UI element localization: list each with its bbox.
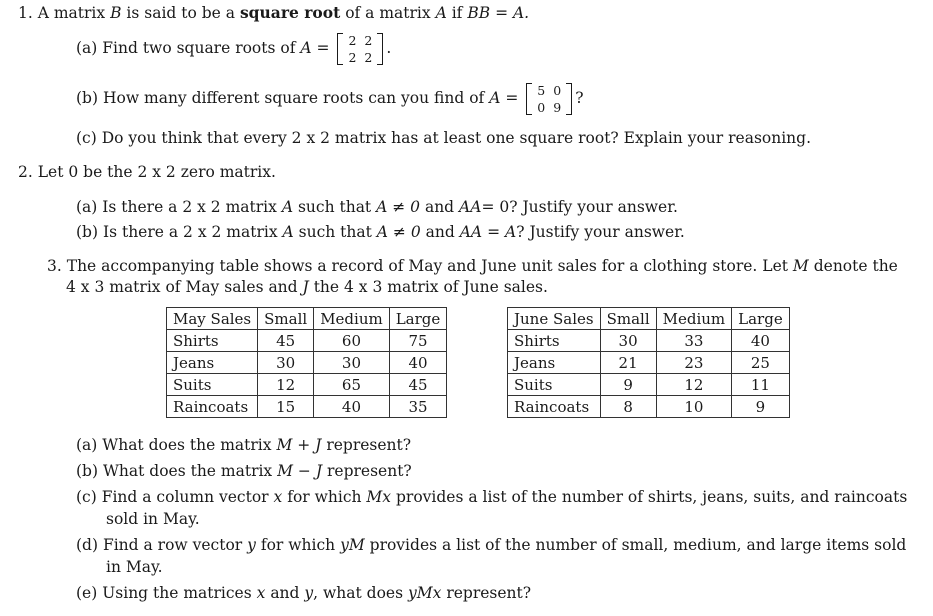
table-cell: 30 <box>314 352 390 374</box>
text-span: (a) <box>76 39 98 57</box>
table-cell: Medium <box>656 308 732 330</box>
q3a <box>76 435 411 455</box>
table-cell: 0 <box>553 83 562 98</box>
table-row <box>167 374 447 396</box>
matrix-2222 <box>337 32 383 66</box>
text-span: yM <box>340 536 365 554</box>
text-span: provides a list of the number of shirts, jeans, suits, and raincoats <box>395 488 908 506</box>
table-cell: Suits <box>167 374 258 396</box>
table-cell: 5 <box>537 83 546 98</box>
text-span: represent? <box>446 584 532 602</box>
text-span: = <box>487 223 501 241</box>
table-cell: Raincoats <box>508 396 601 418</box>
table-row <box>508 374 790 396</box>
table-cell: Small <box>600 308 656 330</box>
text-span: (c) <box>76 129 97 147</box>
text-span: 4 x 3 matrix of May sales and <box>66 278 298 296</box>
may-sales-table <box>166 307 447 418</box>
table-cell: June Sales <box>508 308 601 330</box>
text-span: of a matrix <box>345 4 431 22</box>
table-cell: 23 <box>656 352 732 374</box>
text-span: x <box>256 584 266 602</box>
square-root-term: square root <box>239 3 341 22</box>
text-span: (a) <box>76 198 98 216</box>
table-cell: 11 <box>732 374 790 396</box>
table-row <box>167 352 447 374</box>
text-span: A matrix <box>37 4 106 22</box>
table-header-row <box>508 308 790 330</box>
text-span: yMx <box>408 584 442 602</box>
table-row <box>167 330 447 352</box>
table-cell: Shirts <box>167 330 258 352</box>
text-span: (b) <box>76 89 99 107</box>
table-cell: 2 <box>364 50 373 65</box>
table-cell: 30 <box>258 352 314 374</box>
table-cell: 21 <box>600 352 656 374</box>
text-span: A <box>505 223 517 241</box>
table-cell: 40 <box>314 396 390 418</box>
table-cell: 9 <box>553 100 562 115</box>
text-span: The accompanying table shows a record of May and June unit sales for a clothing store. Let <box>66 257 788 275</box>
text-span: Using the matrices <box>102 584 252 602</box>
q3d <box>76 535 906 555</box>
text-span: = 0? Justify your answer. <box>481 198 678 216</box>
table-cell: 75 <box>389 330 447 352</box>
text-span: x <box>273 488 283 506</box>
text-span: for which <box>260 536 336 554</box>
text-span: and <box>424 198 455 216</box>
table-cell: 35 <box>389 396 447 418</box>
table-cell: Suits <box>508 374 601 396</box>
text-span: Find a column vector <box>101 488 269 506</box>
table-header-row <box>167 308 447 330</box>
text-span: 2. <box>18 163 33 181</box>
text-span: provides a list of the number of small, medium, and large items sold <box>369 536 907 554</box>
text-span: M <box>792 257 809 275</box>
text-span: ? Justify your answer. <box>516 223 685 241</box>
text-span: A <box>281 198 294 216</box>
text-span: 3. <box>47 257 62 275</box>
q3e <box>76 583 531 603</box>
table-cell: 65 <box>314 374 390 396</box>
text-span: is said to be a <box>126 4 235 22</box>
table-cell: May Sales <box>167 308 258 330</box>
text-span: BB <box>467 4 491 22</box>
q1b <box>76 82 584 116</box>
text-span: = A. <box>495 4 530 22</box>
table-row <box>167 396 447 418</box>
table-cell: 60 <box>314 330 390 352</box>
text-span: What does the matrix <box>102 462 273 480</box>
table-cell: Jeans <box>508 352 601 374</box>
table-cell: 12 <box>258 374 314 396</box>
q2b <box>76 222 685 242</box>
q3c <box>76 487 907 507</box>
text-span: y <box>247 536 256 554</box>
text-span: y <box>304 584 314 602</box>
q2-stem <box>18 162 276 182</box>
text-span: represent? <box>326 436 412 454</box>
text-span: A <box>489 89 501 107</box>
text-span: = <box>316 39 330 57</box>
q1-number: 1. <box>18 4 33 22</box>
q3-stem-line2 <box>66 277 548 297</box>
text-span: Find a row vector <box>102 536 243 554</box>
table-cell: 2 <box>364 33 373 48</box>
q3d-line2 <box>106 557 163 577</box>
text-span: if <box>451 4 463 22</box>
text-span: A <box>300 39 312 57</box>
text-span: Is there a 2 x 2 matrix <box>102 198 277 216</box>
text-span: denote the <box>813 257 898 275</box>
table-cell: Large <box>389 308 447 330</box>
text-span: Do you think that every 2 x 2 matrix has at least one square root? Explain your reasoning. <box>101 129 812 147</box>
table-cell: 12 <box>656 374 732 396</box>
text-span: (b) <box>76 223 99 241</box>
text-span: sold in May. <box>106 510 200 528</box>
text-span: = <box>505 89 519 107</box>
text-span: (d) <box>76 536 99 554</box>
text-span: in May. <box>106 558 163 576</box>
table-cell: 0 <box>537 100 546 115</box>
table-cell: Jeans <box>167 352 258 374</box>
text-span: B <box>110 4 122 22</box>
q3b <box>76 461 412 481</box>
table-cell: 45 <box>258 330 314 352</box>
matrix-5009 <box>526 82 572 116</box>
text-span: and <box>425 223 455 241</box>
text-span: What does the matrix <box>102 436 272 454</box>
table-cell: 9 <box>732 396 790 418</box>
text-span: A <box>435 4 447 22</box>
table-cell: 30 <box>600 330 656 352</box>
text-span: M + J <box>276 436 322 454</box>
q1-stem <box>18 3 529 23</box>
text-span: represent? <box>327 462 412 480</box>
text-span: J <box>302 278 309 296</box>
table-cell: 40 <box>389 352 447 374</box>
text-span: ? <box>575 89 584 107</box>
table-cell: 25 <box>732 352 790 374</box>
text-span: How many different square roots can you find of <box>102 89 485 107</box>
table-cell: 10 <box>656 396 732 418</box>
text-span: AA <box>459 223 483 241</box>
table-cell: 9 <box>600 374 656 396</box>
text-span: Find two square roots of <box>102 39 296 57</box>
table-cell: Shirts <box>508 330 601 352</box>
table-cell: Small <box>258 308 314 330</box>
table-cell: Raincoats <box>167 396 258 418</box>
table-cell: Large <box>732 308 790 330</box>
text-span: A <box>282 223 294 241</box>
table-row <box>508 352 790 374</box>
text-span: . <box>386 39 392 57</box>
table-row <box>508 330 790 352</box>
table-cell: 40 <box>732 330 790 352</box>
table-cell: Medium <box>314 308 390 330</box>
text-span: (b) <box>76 462 99 480</box>
q3c-line2 <box>106 509 200 529</box>
text-span: A ≠ 0 <box>376 198 421 216</box>
text-span: M − J <box>277 462 323 480</box>
q1a <box>76 32 391 66</box>
text-span: the 4 x 3 matrix of June sales. <box>313 278 548 296</box>
table-cell: 15 <box>258 396 314 418</box>
table-cell: 2 <box>348 50 357 65</box>
text-span: and <box>270 584 300 602</box>
table-cell: 33 <box>656 330 732 352</box>
text-span: , what does <box>313 584 404 602</box>
text-span: Let 0 be the 2 x 2 zero matrix. <box>37 163 276 181</box>
q1c <box>76 128 811 148</box>
text-span: AA <box>459 198 482 216</box>
text-span: (c) <box>76 488 97 506</box>
q3-stem-line1 <box>47 256 898 276</box>
text-span: such that <box>298 223 372 241</box>
text-span: such that <box>297 198 372 216</box>
table-row <box>508 396 790 418</box>
text-span: Mx <box>366 488 392 506</box>
text-span: A ≠ 0 <box>376 223 421 241</box>
table-cell: 8 <box>600 396 656 418</box>
text-span: Is there a 2 x 2 matrix <box>102 223 278 241</box>
june-sales-table <box>507 307 790 418</box>
text-span: for which <box>287 488 362 506</box>
text-span: (a) <box>76 436 98 454</box>
text-span: (e) <box>76 584 98 602</box>
q2a <box>76 197 678 217</box>
table-cell: 2 <box>348 33 357 48</box>
table-cell: 45 <box>389 374 447 396</box>
